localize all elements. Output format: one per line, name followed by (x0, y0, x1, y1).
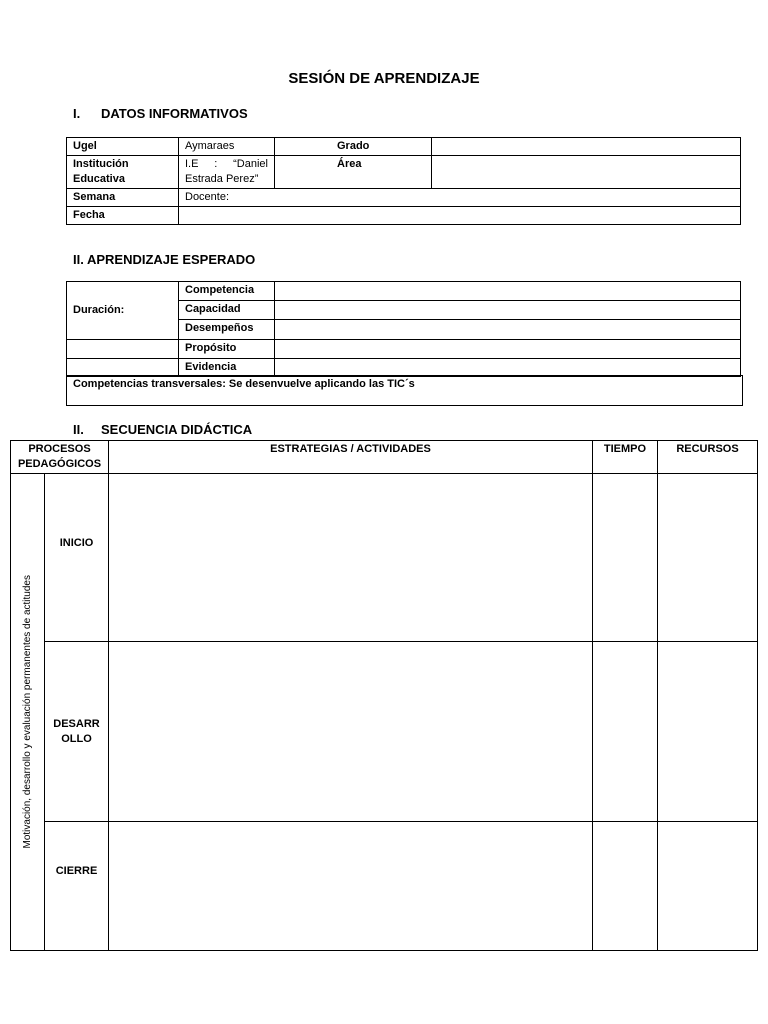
semana-label: Semana (67, 189, 179, 207)
ugel-value: Aymaraes (179, 138, 275, 156)
col-tiempo: TIEMPO (593, 441, 658, 474)
grado-label: Grado (275, 138, 432, 156)
institucion-value: I.E : “Daniel Estrada Perez” (179, 156, 275, 189)
docente-label: Docente: (179, 189, 741, 207)
section-number: II. (73, 422, 84, 437)
page-title: SESIÓN DE APRENDIZAJE (288, 70, 480, 87)
section-heading: II. APRENDIZAJE ESPERADO (73, 252, 256, 267)
secuencia-didactica-table (10, 440, 758, 951)
desarrollo-tiempo[interactable] (593, 642, 658, 822)
vertical-label: Motivación, desarrollo y evaluación permanentes de actitudes (22, 575, 33, 849)
col-estrategias: ESTRATEGIAS / ACTIVIDADES (109, 441, 593, 474)
area-label: Área (275, 156, 432, 189)
col-procesos: PROCESOS PEDAGÓGICOS (11, 441, 109, 474)
area-value[interactable] (432, 156, 741, 189)
vertical-label-cell (11, 474, 45, 951)
aprendizaje-esperado-table (66, 281, 741, 377)
inicio-recursos[interactable] (658, 474, 758, 642)
cierre-tiempo[interactable] (593, 822, 658, 951)
competencia-label: Competencia (179, 282, 275, 301)
evidencia-label: Evidencia (179, 359, 275, 377)
competencias-transversales: Competencias transversales: Se desenvuelve aplicando las TIC´s (67, 376, 743, 406)
datos-informativos-table (66, 137, 741, 225)
duracion-label: Duración: (67, 282, 179, 340)
section-heading: SECUENCIA DIDÁCTICA (101, 422, 253, 437)
inicio-tiempo[interactable] (593, 474, 658, 642)
blank-cell (67, 359, 179, 377)
desempenos-value[interactable] (275, 320, 741, 340)
col-recursos: RECURSOS (658, 441, 758, 474)
inicio-label: INICIO (45, 474, 109, 642)
transversales-table (66, 375, 743, 406)
cierre-label: CIERRE (45, 822, 109, 951)
competencia-value[interactable] (275, 282, 741, 301)
fecha-label: Fecha (67, 207, 179, 225)
proposito-label: Propósito (179, 340, 275, 359)
desarrollo-label: DESARR OLLO (45, 642, 109, 822)
capacidad-value[interactable] (275, 301, 741, 320)
fecha-value[interactable] (179, 207, 741, 225)
section-number: I. (73, 106, 81, 121)
institucion-label: Institución Educativa (67, 156, 179, 189)
blank-cell (67, 340, 179, 359)
cierre-estrategias[interactable] (109, 822, 593, 951)
desarrollo-recursos[interactable] (658, 642, 758, 822)
ugel-label: Ugel (67, 138, 179, 156)
inicio-estrategias[interactable] (109, 474, 593, 642)
desempenos-label: Desempeños (179, 320, 275, 340)
evidencia-value[interactable] (275, 359, 741, 377)
grado-value[interactable] (432, 138, 741, 156)
cierre-recursos[interactable] (658, 822, 758, 951)
section-heading: DATOS INFORMATIVOS (101, 106, 248, 121)
desarrollo-estrategias[interactable] (109, 642, 593, 822)
proposito-value[interactable] (275, 340, 741, 359)
capacidad-label: Capacidad (179, 301, 275, 320)
